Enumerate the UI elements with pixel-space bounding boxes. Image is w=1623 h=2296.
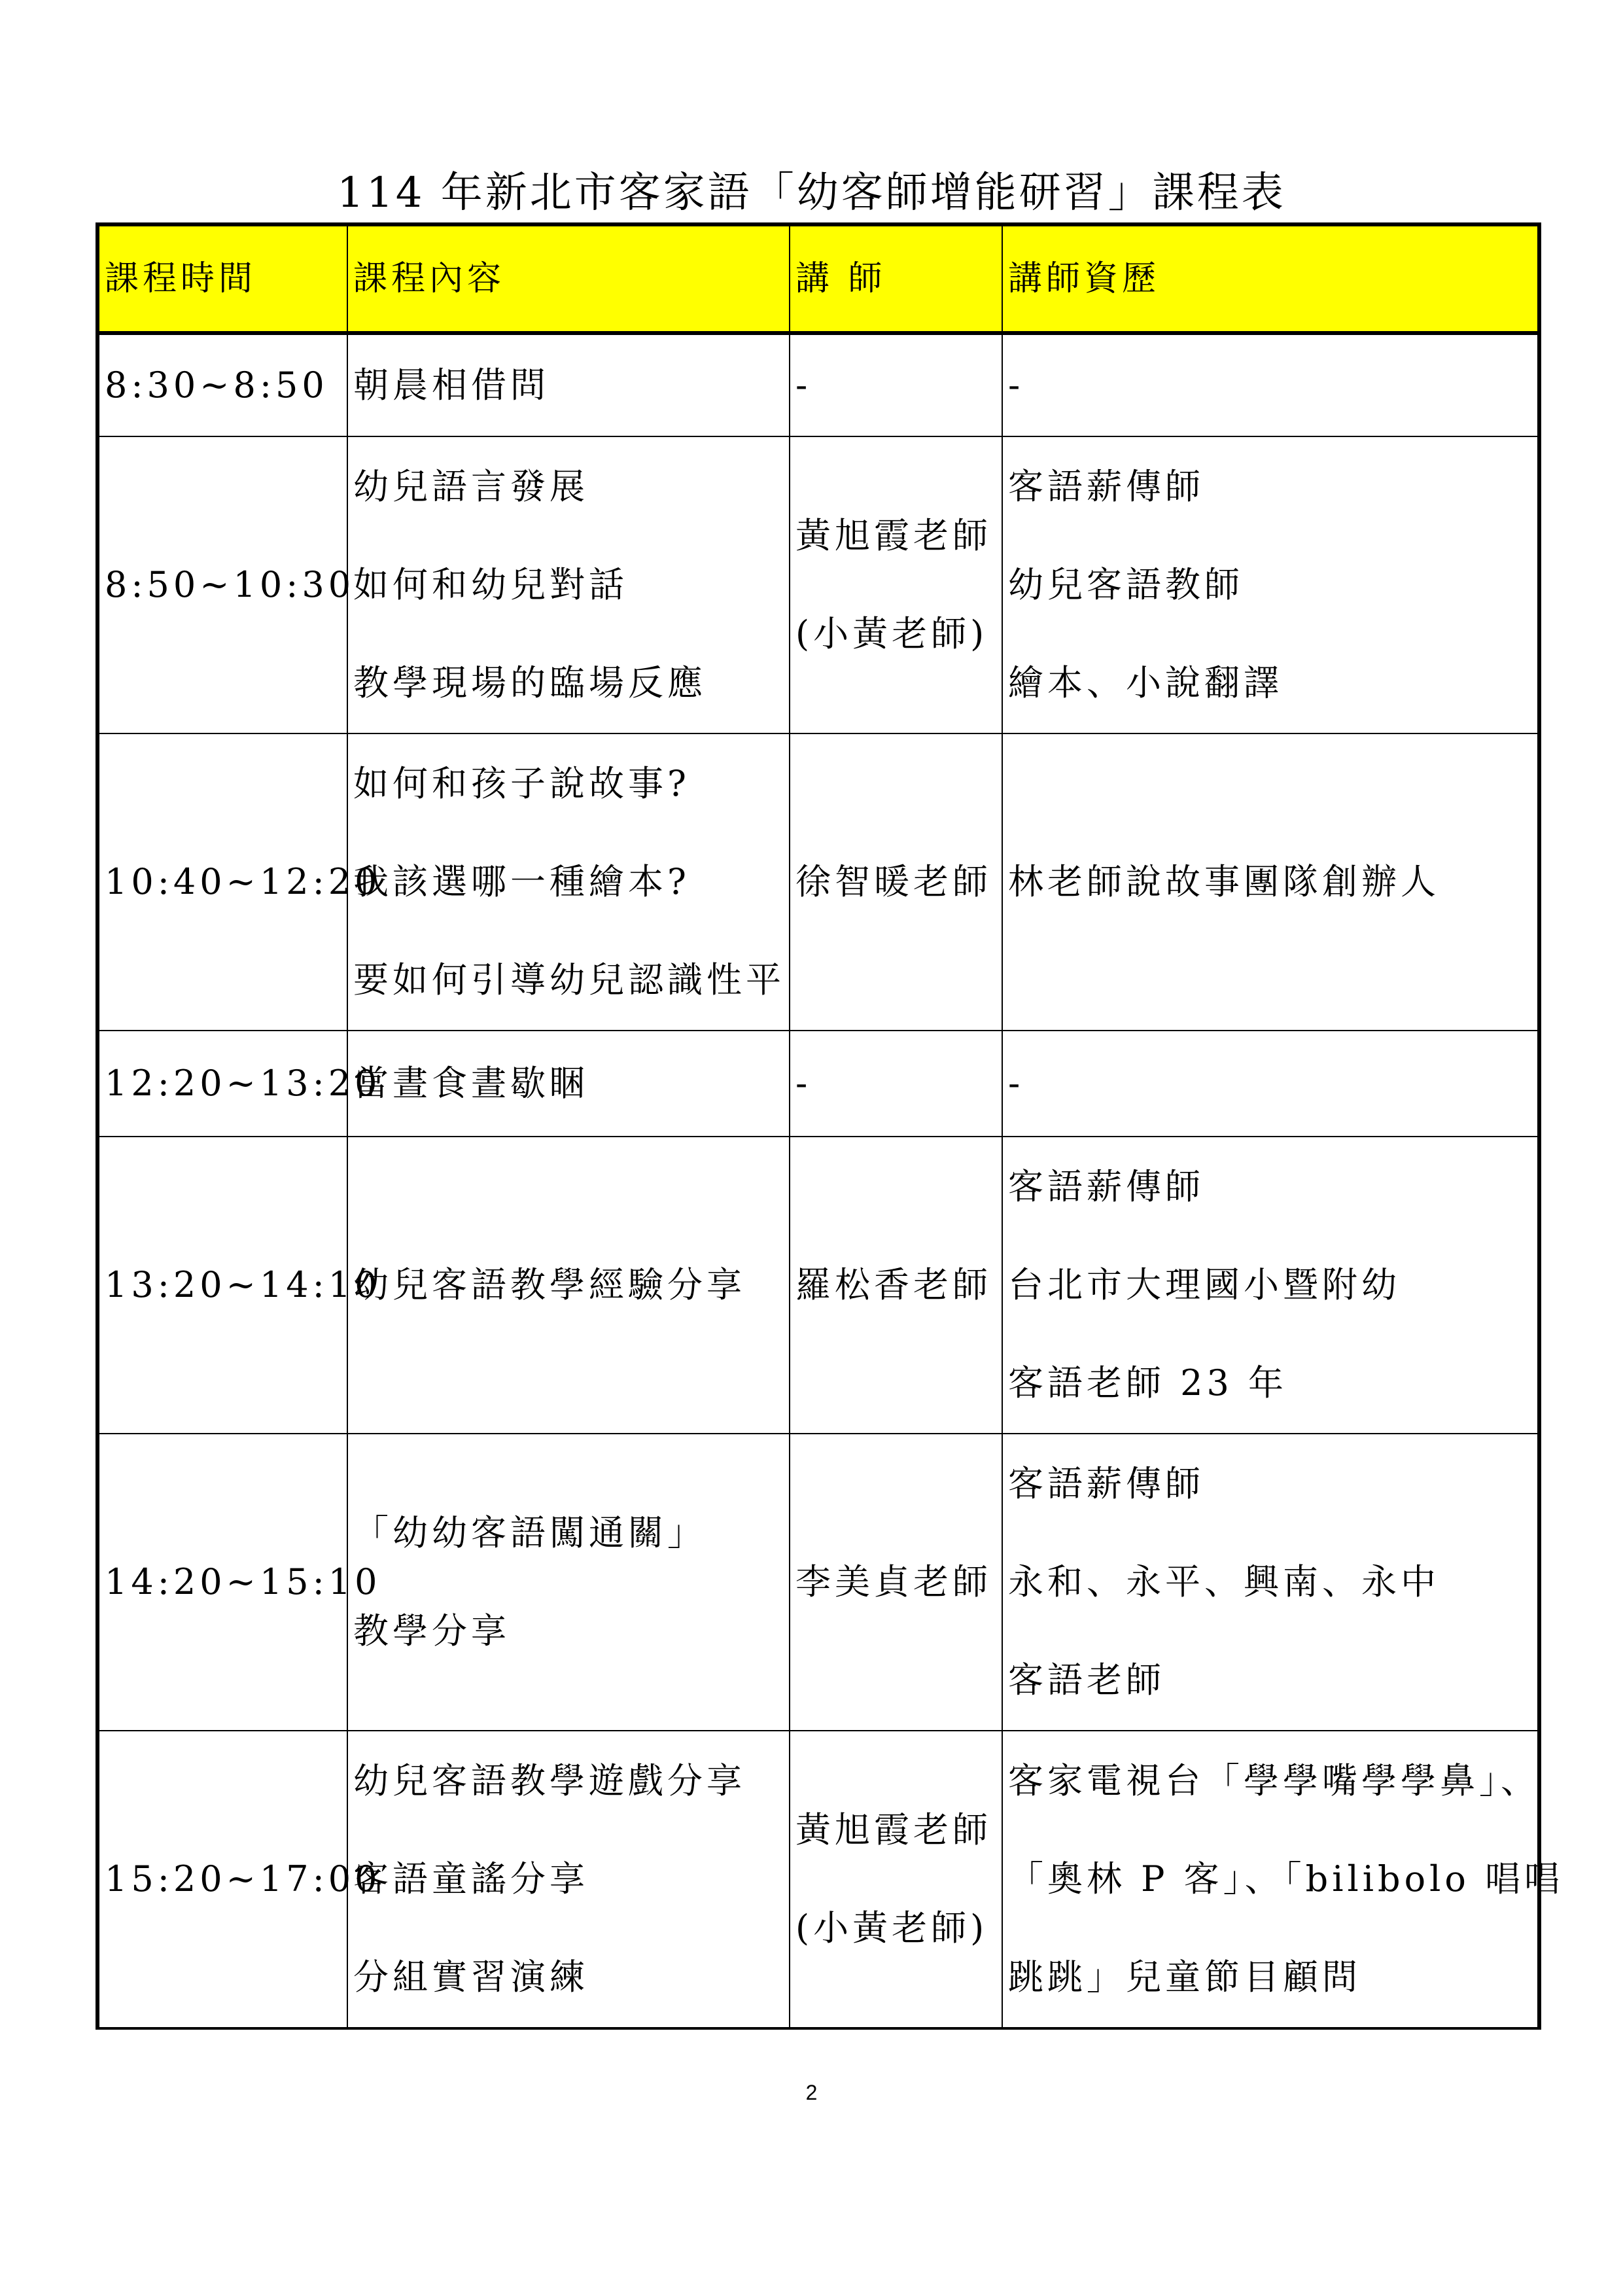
cell-time: 14:20~15:10 [97,1434,347,1731]
cell-content [347,1031,790,1137]
cell-bio [1002,1137,1539,1434]
table-row [97,436,1539,733]
table-row [97,1137,1539,1434]
cell-bio-line: 台北市大理國小暨附幼 [1008,1264,1401,1305]
cell-content [347,1137,790,1434]
cell-content-line: 教學現場的臨場反應 [353,662,707,703]
cell-teacher [790,333,1002,436]
cell-bio [1002,1434,1539,1731]
header-content: 課程內容 [347,224,790,333]
cell-teacher-line: 李美貞老師 [795,1561,992,1602]
cell-bio-line: 客語老師 [1008,1659,1165,1701]
cell-content-line: 幼兒語言發展 [353,466,589,507]
cell-teacher [790,733,1002,1031]
cell-content-line: 要如何引導幼兒認識性平 [353,959,785,1000]
cell-content-line: 客語童謠分享 [353,1858,589,1899]
cell-time: 12:20~13:20 [97,1031,347,1137]
cell-content [347,1731,790,2028]
header-teacher: 講 師 [790,224,1002,333]
cell-bio-line: 幼兒客語教師 [1008,564,1244,605]
cell-content [347,1434,790,1731]
page-number: 2 [805,2081,818,2104]
cell-bio-line: 繪本、小說翻譯 [1008,662,1283,703]
cell-bio-line: 跳跳」兒童節目顧問 [1008,1956,1361,1998]
cell-bio-line: - [1008,364,1024,406]
cell-teacher [790,436,1002,733]
cell-teacher-line: 徐智暖老師 [795,861,992,902]
cell-time: 8:30~8:50 [97,333,347,436]
cell-teacher-line: 黃旭霞老師 [795,515,992,556]
cell-teacher [790,1731,1002,2028]
cell-bio-line: 客家電視台「學學嘴學學鼻」、 [1008,1760,1540,1801]
cell-bio-line: 林老師說故事團隊創辦人 [1008,861,1440,902]
table-row [97,1031,1539,1137]
cell-bio [1002,333,1539,436]
cell-bio-line: 「奧林 P 客」、「bilibolo 唱唱 [1008,1858,1564,1899]
cell-content-line: 如何和幼兒對話 [353,564,628,605]
cell-bio-line: 客語薪傳師 [1008,1166,1204,1207]
cell-bio-line: 客語薪傳師 [1008,1463,1204,1504]
table-row [97,1731,1539,2028]
cell-teacher-line: - [795,364,812,406]
cell-content-line: 當晝食晝歇睏 [353,1063,589,1104]
cell-time: 15:20~17:00 [97,1731,347,2028]
cell-bio [1002,1031,1539,1137]
cell-teacher-line: 羅松香老師 [795,1264,992,1305]
cell-content-line: 如何和孩子說故事? [353,763,690,804]
cell-teacher-line: 黃旭霞老師 [795,1809,992,1850]
cell-teacher [790,1434,1002,1731]
course-schedule-table [96,222,1564,2030]
cell-content-line: 我該選哪一種繪本? [353,861,690,902]
cell-content [347,733,790,1031]
table-row [97,733,1539,1031]
cell-teacher-line: - [795,1063,812,1104]
header-bio: 講師資歷 [1002,224,1539,333]
cell-content-line: 朝晨相借問 [353,364,550,406]
table-row [97,1434,1539,1731]
cell-content-line: 幼兒客語教學遊戲分享 [353,1760,746,1801]
cell-time: 8:50~10:30 [97,436,347,733]
cell-teacher [790,1137,1002,1434]
cell-content-line: 教學分享 [353,1610,510,1651]
cell-bio-line: - [1008,1063,1024,1104]
table-header-row [97,224,1539,333]
cell-content-line: 「幼幼客語闖通關」 [353,1512,707,1553]
cell-bio-line: 客語老師 23 年 [1008,1362,1288,1404]
cell-content-line: 分組實習演練 [353,1956,589,1998]
cell-bio [1002,1731,1564,2028]
cell-bio [1002,733,1539,1031]
cell-content [347,333,790,436]
cell-bio-line: 客語薪傳師 [1008,466,1204,507]
cell-bio [1002,436,1539,733]
cell-content-line: 幼兒客語教學經驗分享 [353,1264,746,1305]
header-time: 課程時間 [97,224,347,333]
cell-teacher [790,1031,1002,1137]
table-row [97,333,1539,436]
cell-teacher-line: (小黃老師) [795,613,988,654]
cell-bio-line: 永和、永平、興南、永中 [1008,1561,1440,1602]
cell-teacher-line: (小黃老師) [795,1907,988,1949]
cell-time: 13:20~14:10 [97,1137,347,1434]
page-title: 114 年新北市客家語「幼客師增能研習」課程表 [337,169,1286,217]
cell-time: 10:40~12:20 [97,733,347,1031]
cell-content [347,436,790,733]
